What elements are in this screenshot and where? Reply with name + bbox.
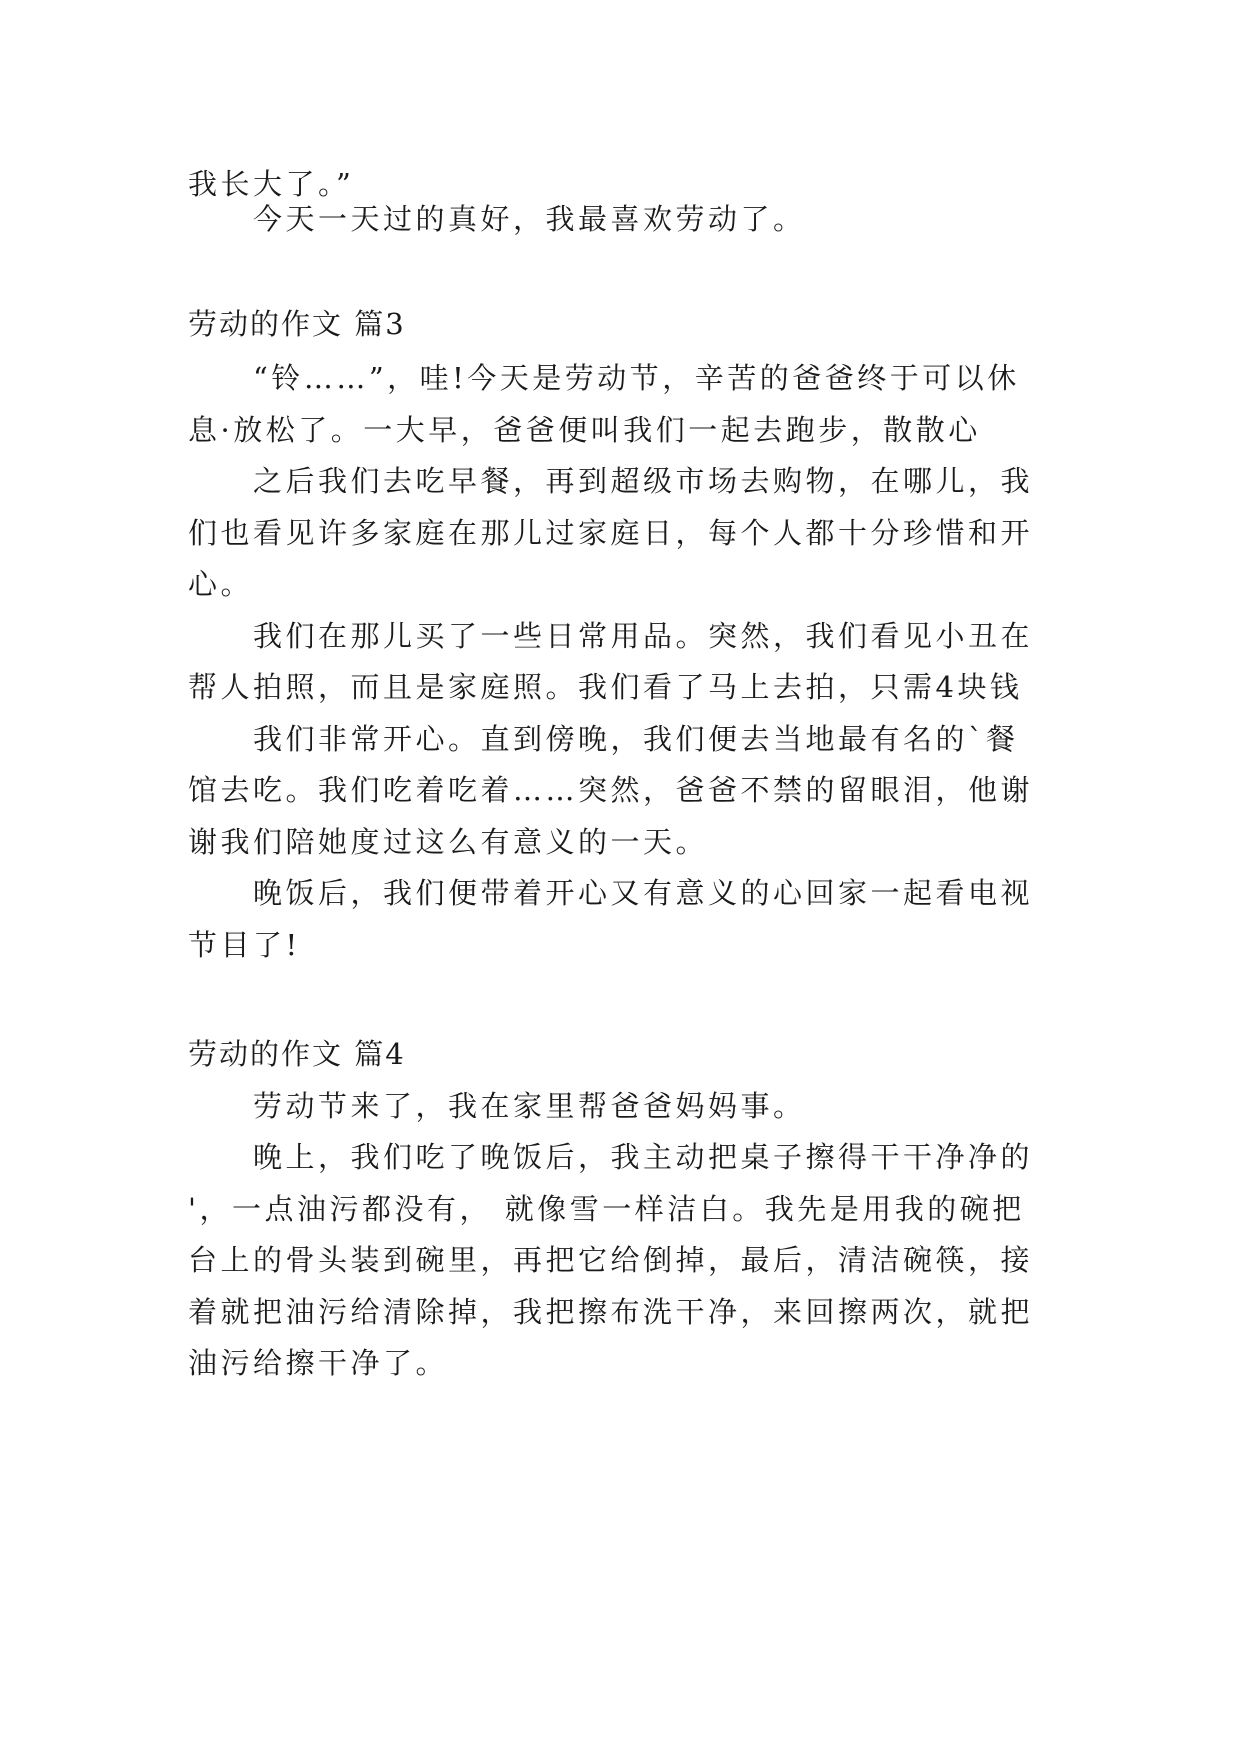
paragraph-line: 今天一天过的真好，我最喜欢劳动了。 bbox=[253, 202, 806, 236]
text-line: 帮人拍照，而且是家庭照。我们看了马上去拍，只需4块钱 bbox=[188, 670, 1023, 704]
paragraph-line: 劳动节来了，我在家里帮爸爸妈妈事。 bbox=[253, 1089, 806, 1123]
section-heading: 劳动的作文 篇3 bbox=[188, 307, 406, 341]
text-line: 馆去吃。我们吃着吃着……突然，爸爸不禁的留眼泪，他谢 bbox=[188, 773, 1034, 807]
text-line: 心。 bbox=[188, 567, 254, 601]
section-heading: 劳动的作文 篇4 bbox=[188, 1037, 406, 1071]
text-line: 台上的骨头装到碗里，再把它给倒掉，最后，清洁碗筷，接 bbox=[188, 1243, 1034, 1277]
text-line: '，一点油污都没有， 就像雪一样洁白。我先是用我的碗把 bbox=[188, 1192, 1025, 1226]
text-line: 我长大了。” bbox=[188, 167, 355, 201]
paragraph-line: 我们非常开心。直到傍晚，我们便去当地最有名的`餐 bbox=[253, 722, 1019, 756]
paragraph-line: 之后我们去吃早餐，再到超级市场去购物，在哪儿，我 bbox=[253, 464, 1034, 498]
text-line: 油污给擦干净了。 bbox=[188, 1346, 449, 1380]
paragraph-line: “铃……”，哇!今天是劳动节，辛苦的爸爸终于可以休 bbox=[253, 361, 1020, 395]
text-line: 节目了! bbox=[188, 928, 301, 962]
text-line: 谢我们陪她度过这么有意义的一天。 bbox=[188, 825, 709, 859]
text-line: 息·放松了。一大早，爸爸便叫我们一起去跑步，散散心 bbox=[188, 413, 981, 447]
paragraph-line: 我们在那儿买了一些日常用品。突然，我们看见小丑在 bbox=[253, 619, 1034, 653]
paragraph-line: 晚饭后，我们便带着开心又有意义的心回家一起看电视 bbox=[253, 876, 1034, 910]
text-line: 们也看见许多家庭在那儿过家庭日，每个人都十分珍惜和开 bbox=[188, 516, 1034, 550]
text-line: 着就把油污给清除掉，我把擦布洗干净，来回擦两次，就把 bbox=[188, 1295, 1034, 1329]
paragraph-line: 晚上，我们吃了晚饭后，我主动把桌子擦得干干净净的 bbox=[253, 1140, 1034, 1174]
